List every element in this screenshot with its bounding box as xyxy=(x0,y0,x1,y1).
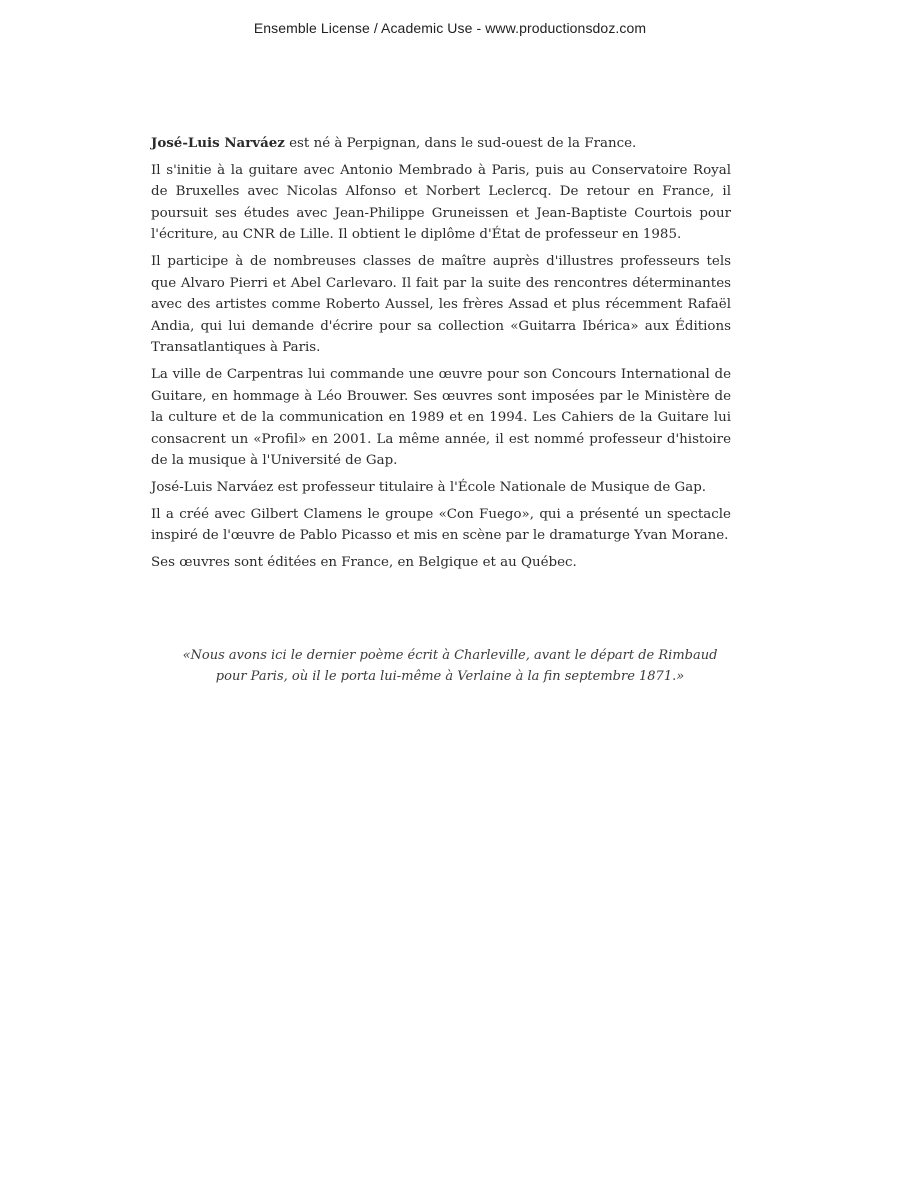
bio-intro-paragraph xyxy=(151,133,731,155)
rimbaud-quote xyxy=(150,645,750,687)
license-watermark: Ensemble License / Academic Use - www.productionsdoz.com xyxy=(253,20,647,36)
bio-paragraph-publications: Ses œuvres sont éditées en France, en Belgique et au Québec. xyxy=(151,554,577,570)
biography-section xyxy=(151,133,731,578)
bio-paragraph-masterclasses: Il participe à de nombreuses classes de maître auprès d'illustres professeurs tels que Alvaro Pierri et Abel Carlevaro. Il fait par la suite des rencontres déterminantes avec des artistes comme Roberto Aussel, les frères Assad et plus récemment Rafaël Andia, qui lui demande d'écrire pour sa collection «Guitarra Ibérica» aux Éditions Transatlantiques à Paris. xyxy=(151,253,731,356)
bio-paragraph-studies: Il s'initie à la guitare avec Antonio Membrado à Paris, puis au Conservatoire Royal de Bruxelles avec Nicolas Alfonso et Norbert Leclercq. De retour en France, il poursuit ses études avec Jean-Philippe Gruneissen et Jean-Baptiste Courtois pour l'écriture, au CNR de Lille. Il obtient le diplôme d'État de professeur en 1985. xyxy=(151,162,731,243)
bio-intro-text: est né à Perpignan, dans le sud-ouest de la France. xyxy=(284,136,637,151)
quote-line-2: pour Paris, où il le porta lui-même à Verlaine à la fin septembre 1871.» xyxy=(215,669,685,684)
composer-name: José-Luis Narváez xyxy=(151,135,285,151)
quote-line-1: «Nous avons ici le dernier poème écrit à Charleville, avant le départ de Rimbaud xyxy=(182,648,718,663)
bio-paragraph-teaching: José-Luis Narváez est professeur titulaire à l'École Nationale de Musique de Gap. xyxy=(151,479,707,495)
bio-paragraph-commissions: La ville de Carpentras lui commande une œuvre pour son Concours International de Guitare, en hommage à Léo Brouwer. Ses œuvres sont imposées par le Ministère de la culture et de la communication en 1989 et en 1994. Les Cahiers de la Guitare lui consacrent un «Profil» en 2001. La même année, il est nommé professeur d'histoire de la musique à l'Université de Gap. xyxy=(151,366,731,469)
bio-paragraph-con-fuego: Il a créé avec Gilbert Clamens le groupe «Con Fuego», qui a présenté un spectacle inspiré de l'œuvre de Pablo Picasso et mis en scène par le dramaturge Yvan Morane. xyxy=(151,506,731,544)
